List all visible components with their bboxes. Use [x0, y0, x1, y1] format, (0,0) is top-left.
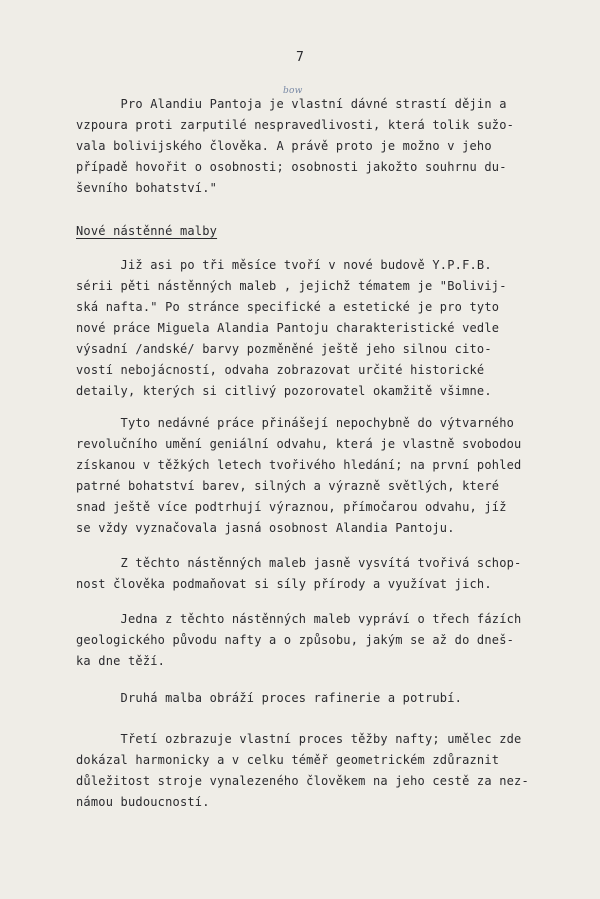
text-line: se vždy vyznačovala jasná osobnost Alandia Pantoju.: [76, 521, 455, 535]
text-line: důležitost stroje vynalezeného člověkem na jeho cestě za nez-: [76, 774, 529, 788]
paragraph-3: [76, 413, 556, 539]
text-line: Druhá malba obráží proces rafinerie a potrubí.: [76, 691, 463, 705]
text-line: dokázal harmonicky a v celku téměř geometrickém zdůraznit: [76, 753, 500, 767]
text-line: nost člověka podmaňovat si síly přírody a využívat jich.: [76, 577, 492, 591]
text-line: patrné bohatství barev, silných a výrazně světlých, které: [76, 479, 500, 493]
text-line: výsadní /andské/ barvy pozměněné ještě jeho silnou cito-: [76, 342, 492, 356]
section-heading: Nové nástěnné malby: [76, 224, 218, 238]
paragraph-5: [76, 609, 556, 672]
text-line: nové práce Miguela Alandia Pantoju charakteristické vedle: [76, 321, 500, 335]
paragraph-6: [76, 688, 556, 709]
text-line: revolučního umění geniální odvahu, která je vlastně svobodou: [76, 437, 522, 451]
text-line: ševního bohatství.": [76, 181, 218, 195]
text-line: případě hovořit o osobnosti; osobnosti jakožto souhrnu du-: [76, 160, 507, 174]
paragraph-2: [76, 255, 556, 402]
text-line: Pro Alandiu Pantoja je vlastní dávné strastí dějin a: [76, 97, 507, 111]
paragraph-7: [76, 729, 556, 813]
text-line: geologického původu nafty a o způsobu, jakým se až do dneš-: [76, 633, 515, 647]
text-line: vostí nebojácností, odvaha zobrazovat určité historické: [76, 363, 485, 377]
text-line: sérii pěti nástěnných maleb , jejichž tématem je "Bolivij-: [76, 279, 507, 293]
text-line: vzpoura proti zarputilé nespravedlivosti, která tolik sužo-: [76, 118, 515, 132]
text-line: snad ještě více podtrhují výraznou, přímočarou odvahu, jíž: [76, 500, 507, 514]
paragraph-4: [76, 553, 556, 595]
page-number: 7: [295, 50, 305, 65]
text-line: Tyto nedávné práce přinášejí nepochybně do výtvarného: [76, 416, 515, 430]
text-line: námou budoucností.: [76, 795, 210, 809]
text-line: detaily, kterých si citlivý pozorovatel okamžitě všimne.: [76, 384, 492, 398]
paragraph-1: [76, 94, 556, 199]
text-line: získanou v těžkých letech tvořivého hledání; na první pohled: [76, 458, 522, 472]
text-line: ská nafta." Po stránce specifické a estetické je pro tyto: [76, 300, 500, 314]
margin-note: bow: [283, 86, 303, 96]
text-line: Z těchto nástěnných maleb jasně vysvítá tvořivá schop-: [76, 556, 522, 570]
text-line: Již asi po tři měsíce tvoří v nové budově Y.P.F.B.: [76, 258, 492, 272]
text-line: Třetí ozbrazuje vlastní proces těžby nafty; umělec zde: [76, 732, 522, 746]
text-line: Jedna z těchto nástěnných maleb vypráví o třech fázích: [76, 612, 522, 626]
text-line: ka dne těží.: [76, 654, 166, 668]
text-line: vala bolivijského člověka. A právě proto je možno v jeho: [76, 139, 492, 153]
